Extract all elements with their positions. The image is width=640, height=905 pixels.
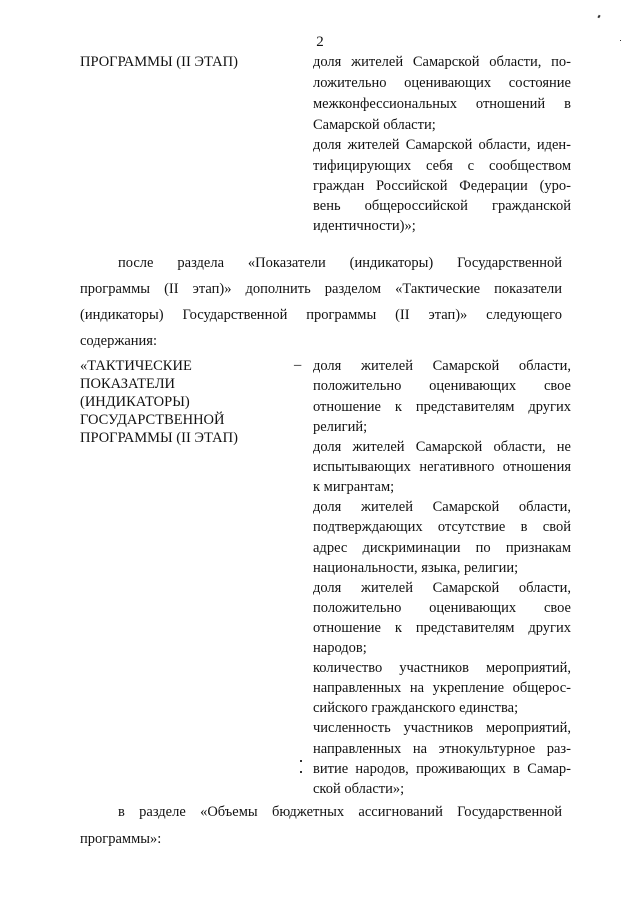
block2-line: численность участников мероприятий,	[313, 720, 571, 736]
block2-left-line: ПРОГРАММЫ (II ЭТАП)	[80, 430, 238, 446]
block1-line: тифицирующих себя с сообществом	[313, 158, 571, 174]
block2-line: к мигрантам;	[313, 479, 395, 495]
scan-mark	[597, 15, 600, 19]
block2-line: ской области»;	[313, 781, 405, 797]
para1-line: (индикаторы) Государственной программы (II этап)» следующего	[80, 307, 562, 323]
block2-line: положительно оценивающих свое	[313, 600, 571, 616]
block1-line: ложительно оценивающих состояние	[313, 75, 571, 91]
block2-line: национальности, языка, религии;	[313, 560, 519, 576]
block2-line: количество участников мероприятий,	[313, 660, 571, 676]
dash-separator: –	[294, 357, 302, 373]
block2-line: религий;	[313, 419, 368, 435]
block2-left-line: «ТАКТИЧЕСКИЕ	[80, 358, 192, 374]
block1-line: межконфессиональных отношений в	[313, 96, 571, 112]
block1-left-title: ПРОГРАММЫ (II ЭТАП)	[80, 54, 238, 70]
para1-line: программы (II этап)» дополнить разделом «Тактические показатели	[80, 281, 562, 297]
block2-left-line: ПОКАЗАТЕЛИ	[80, 376, 176, 392]
block1-line: идентичности)»;	[313, 218, 416, 234]
block2-line: направленных на укрепление общерос-	[313, 680, 571, 696]
para2-line: программы»:	[80, 831, 162, 847]
block1-line: граждан Российской Федерации (уро-	[313, 178, 571, 194]
block2-line: подтверждающих отсутствие в свой	[313, 519, 571, 535]
block2-line: доля жителей Самарской области, не	[313, 439, 571, 455]
block2-line: положительно оценивающих свое	[313, 378, 571, 394]
block2-line: доля жителей Самарской области,	[313, 580, 571, 596]
block2-line: доля жителей Самарской области,	[313, 358, 571, 374]
block2-line: сийского гражданского единства;	[313, 700, 519, 716]
para2-line: в разделе «Объемы бюджетных ассигнований Государственной	[118, 804, 562, 820]
scan-mark	[300, 760, 302, 762]
page-number: 2	[316, 34, 324, 50]
block2-left-line: (ИНДИКАТОРЫ)	[80, 394, 190, 410]
block2-line: адрес дискриминации по признакам	[313, 540, 571, 556]
block2-line: отношение к представителям других	[313, 399, 571, 415]
block2-line: доля жителей Самарской области,	[313, 499, 571, 515]
para1-line: после раздела «Показатели (индикаторы) Государственной	[118, 255, 562, 271]
block2-line: отношение к представителям других	[313, 620, 571, 636]
para1-line: содержания:	[80, 333, 158, 349]
block1-line: вень общероссийской гражданской	[313, 198, 571, 214]
block2-line: витие народов, проживающих в Самар-	[313, 761, 571, 777]
scan-mark	[620, 40, 621, 41]
block2-line: испытывающих негативного отношения	[313, 459, 571, 475]
block1-line: Самарской области;	[313, 117, 436, 133]
block1-line: доля жителей Самарской области, иден-	[313, 137, 571, 153]
block2-left-line: ГОСУДАРСТВЕННОЙ	[80, 412, 225, 428]
block2-line: народов;	[313, 640, 367, 656]
block1-line: доля жителей Самарской области, по-	[313, 54, 571, 70]
block2-line: направленных на этнокультурное раз-	[313, 741, 571, 757]
scan-mark	[300, 771, 302, 773]
